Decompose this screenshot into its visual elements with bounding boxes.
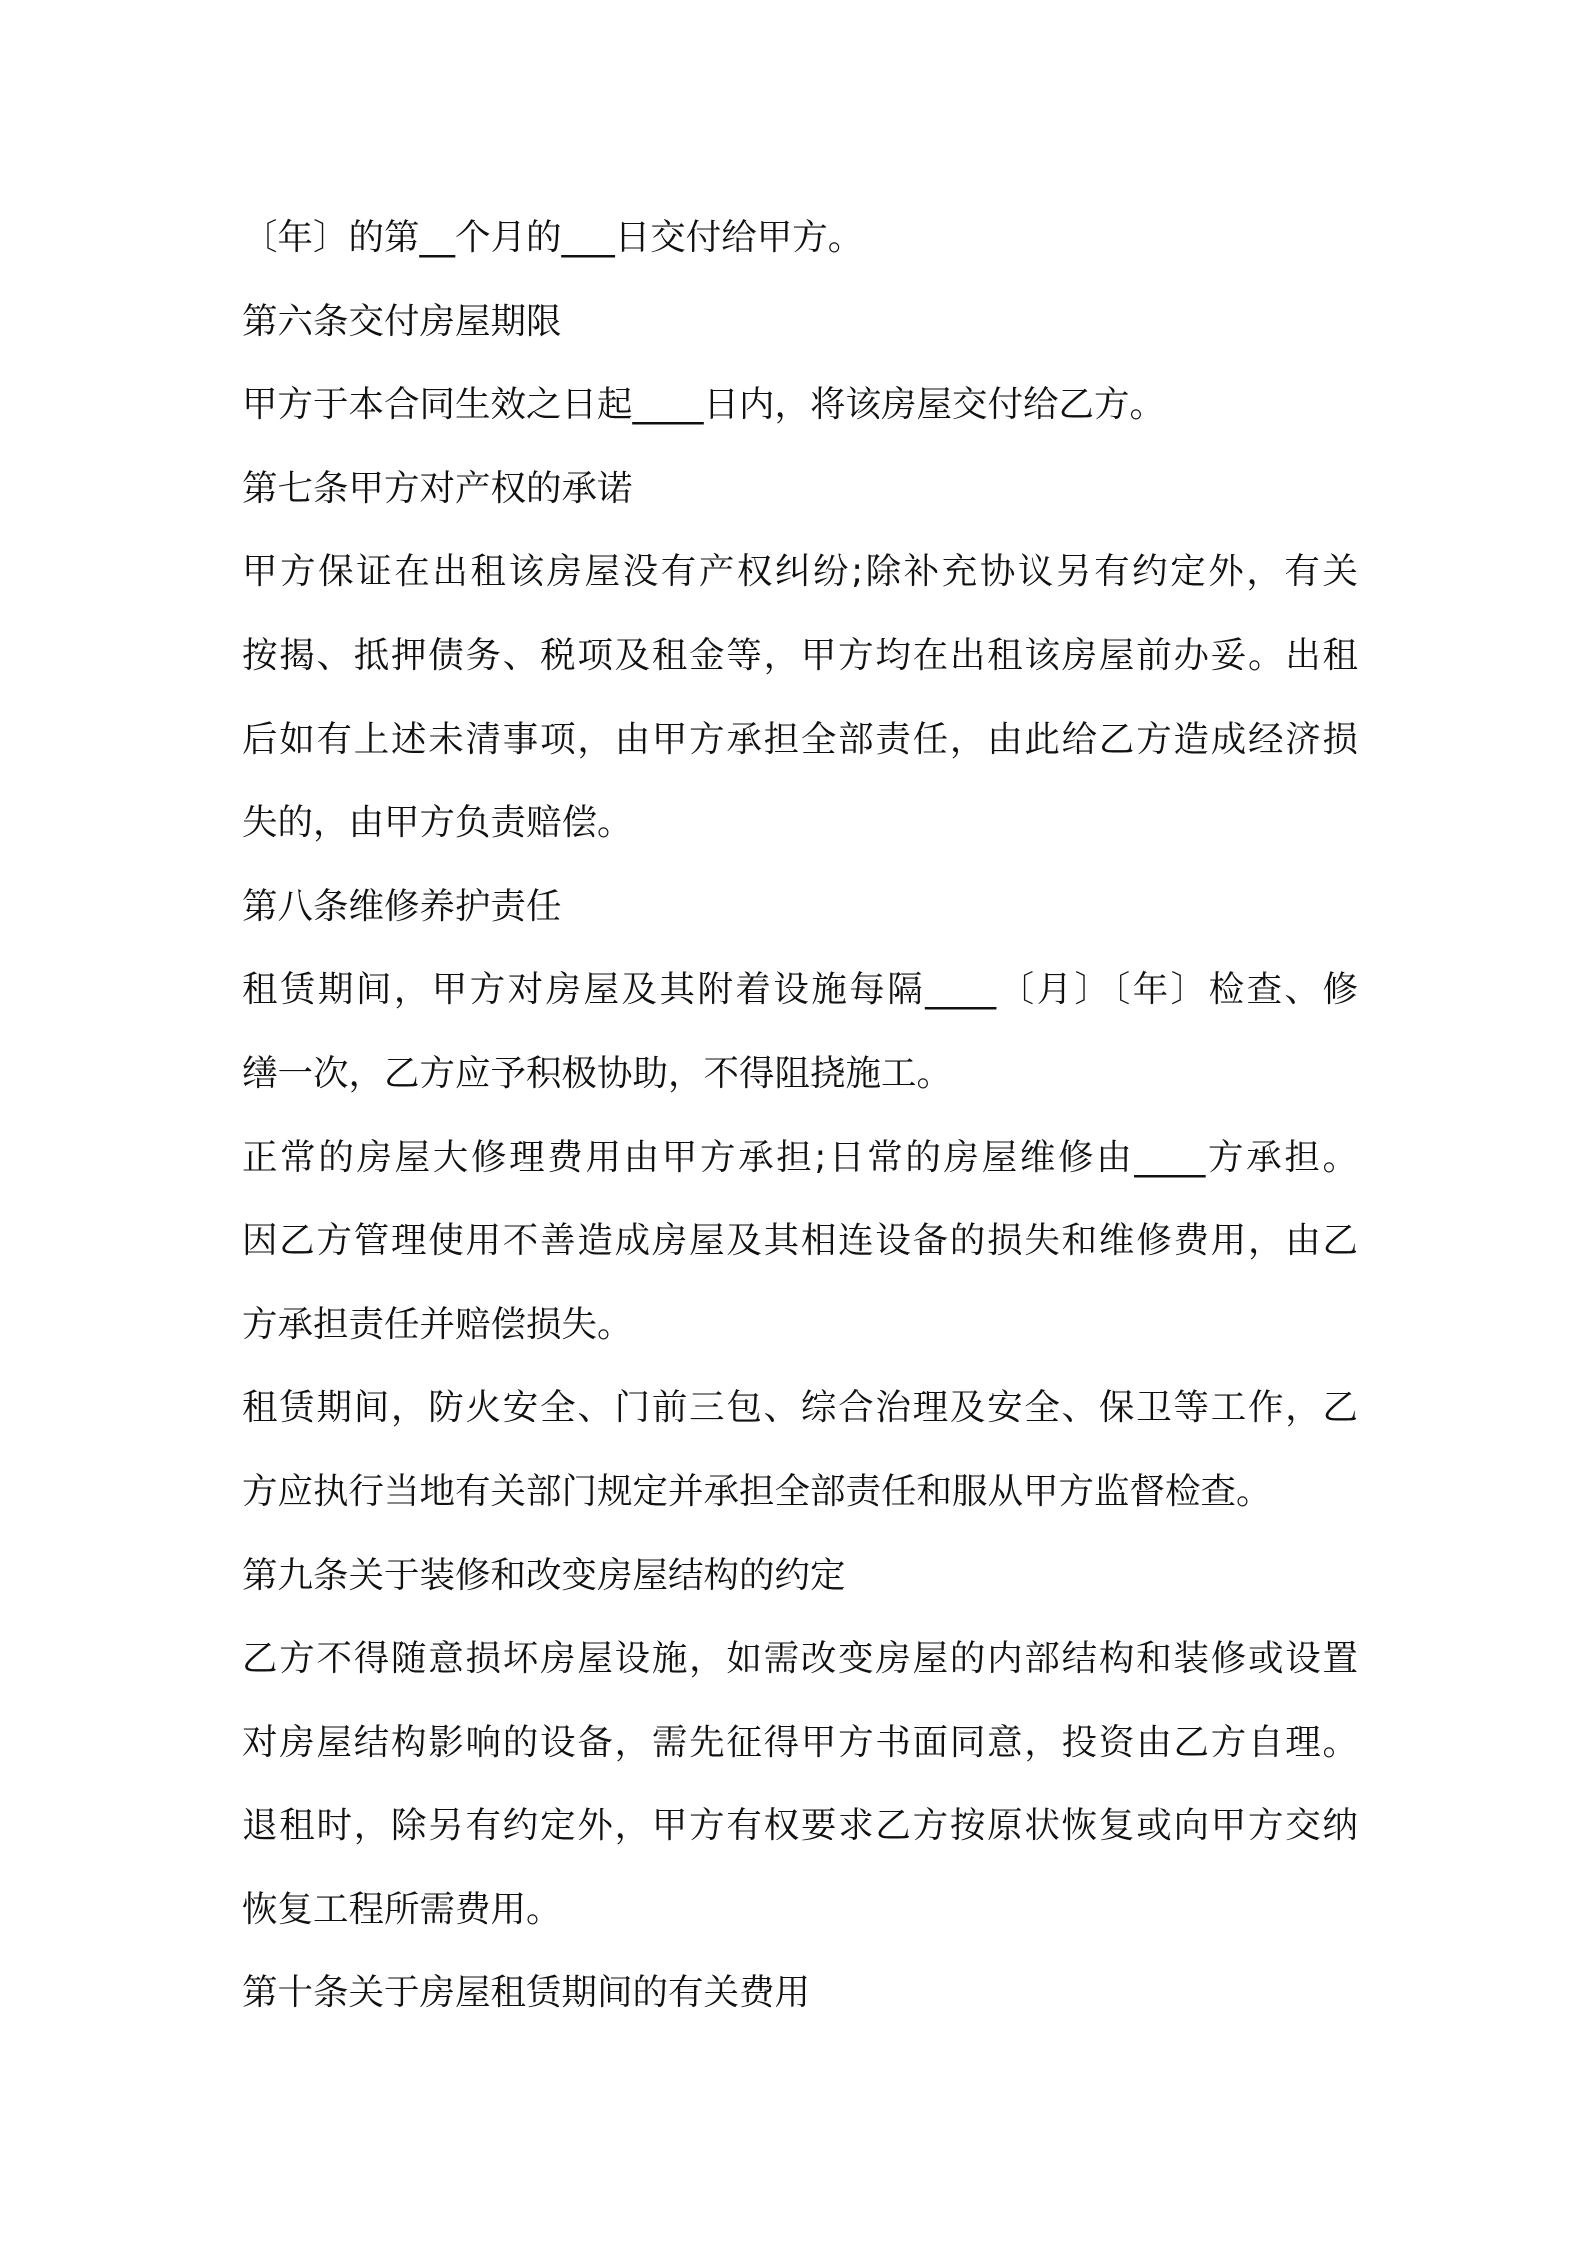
text-line-1: 〔年〕的第__个月的___日交付给甲方。 [242, 217, 864, 258]
text-line-16: 方应执行当地有关部门规定并承担全部责任和服从甲方监督检查。 [242, 1470, 1272, 1512]
text-line-10: 租赁期间，甲方对房屋及其附着设施每隔____〔月〕〔年〕检查、修 [242, 969, 1358, 1011]
section-heading-6: 第六条交付房屋期限 [242, 300, 562, 342]
text-line-13: 因乙方管理使用不善造成房屋及其相连设备的损失和维修费用，由乙 [242, 1220, 1358, 1262]
section-heading-10: 第十条关于房屋租赁期间的有关费用 [242, 1972, 811, 2014]
text-line-7: 后如有上述未清事项，由甲方承担全部责任，由此给乙方造成经济损 [242, 718, 1358, 760]
text-line-8: 失的，由甲方负责赔偿。 [242, 802, 633, 844]
text-line-19: 对房屋结构影响的设备，需先征得甲方书面同意，投资由乙方自理。 [242, 1721, 1358, 1763]
text-line-12: 正常的房屋大修理费用由甲方承担;日常的房屋维修由____方承担。 [242, 1136, 1358, 1178]
text-line-18: 乙方不得随意损坏房屋设施，如需改变房屋的内部结构和装修或设置 [242, 1638, 1358, 1680]
section-heading-7: 第七条甲方对产权的承诺 [242, 467, 633, 509]
text-line-6: 按揭、抵押债务、税项及租金等，甲方均在出租该房屋前办妥。出租 [242, 634, 1358, 676]
text-line-3: 甲方于本合同生效之日起____日内，将该房屋交付给乙方。 [242, 384, 1166, 426]
section-heading-9: 第九条关于装修和改变房屋结构的约定 [242, 1554, 846, 1596]
text-line-5: 甲方保证在出租该房屋没有产权纠纷;除补充协议另有约定外，有关 [242, 551, 1358, 593]
text-line-20: 退租时，除另有约定外，甲方有权要求乙方按原状恢复或向甲方交纳 [242, 1805, 1358, 1847]
document-page [242, 196, 1358, 2035]
text-line-15: 租赁期间，防火安全、门前三包、综合治理及安全、保卫等工作，乙 [242, 1387, 1358, 1429]
text-line-21: 恢复工程所需费用。 [242, 1888, 562, 1930]
text-line-14: 方承担责任并赔偿损失。 [242, 1303, 633, 1345]
section-heading-8: 第八条维修养护责任 [242, 885, 562, 927]
text-line-11: 缮一次，乙方应予积极协助，不得阻挠施工。 [242, 1052, 953, 1094]
